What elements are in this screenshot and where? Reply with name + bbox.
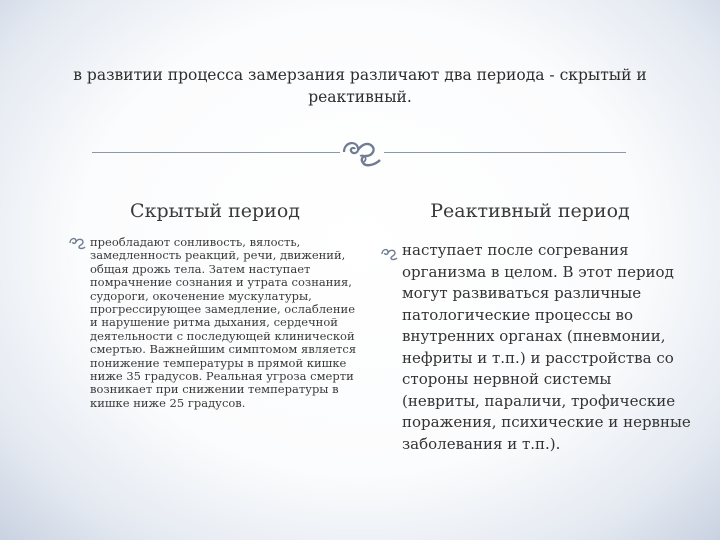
right-column-text: наступает после согревания организма в целом. В этот период могут развиваться различные патологические процессы во внутренних органах (пневмонии, нефриты и т.п.) и расстройства со стороны нервной системы (невриты, параличи, трофические поражения, психические и нервные заболевания и т.п.). xyxy=(402,241,691,453)
divider-line-left xyxy=(92,152,340,153)
fleuron-bullet-icon xyxy=(68,236,86,250)
slide-title: в развитии процесса замерзания различают два периода - скрытый и реактивный. xyxy=(73,66,647,106)
right-column-heading: Реактивный период xyxy=(430,200,630,222)
left-column-heading: Скрытый период xyxy=(130,200,300,222)
left-column-text: преобладают сонливость, вялость, замедленность реакций, речи, движений, общая дрожь тела. Затем наступает помрачнение сознания и утрата сознания, судороги, окоченение мускулатуры, прогрессирующее замедление, ослабление и нарушение ритма дыхания, сердечной деятельности с последующей клинической смертью. Важнейшим симптомом является понижение температуры в прямой кишке ниже 35 градусов. Реальная угроза смерти возникает при снижении температуры в кишке ниже 25 градусов. xyxy=(90,235,357,410)
divider-line-right xyxy=(384,152,626,153)
fleuron-bullet-icon xyxy=(380,247,398,261)
fleuron-icon xyxy=(338,136,386,168)
